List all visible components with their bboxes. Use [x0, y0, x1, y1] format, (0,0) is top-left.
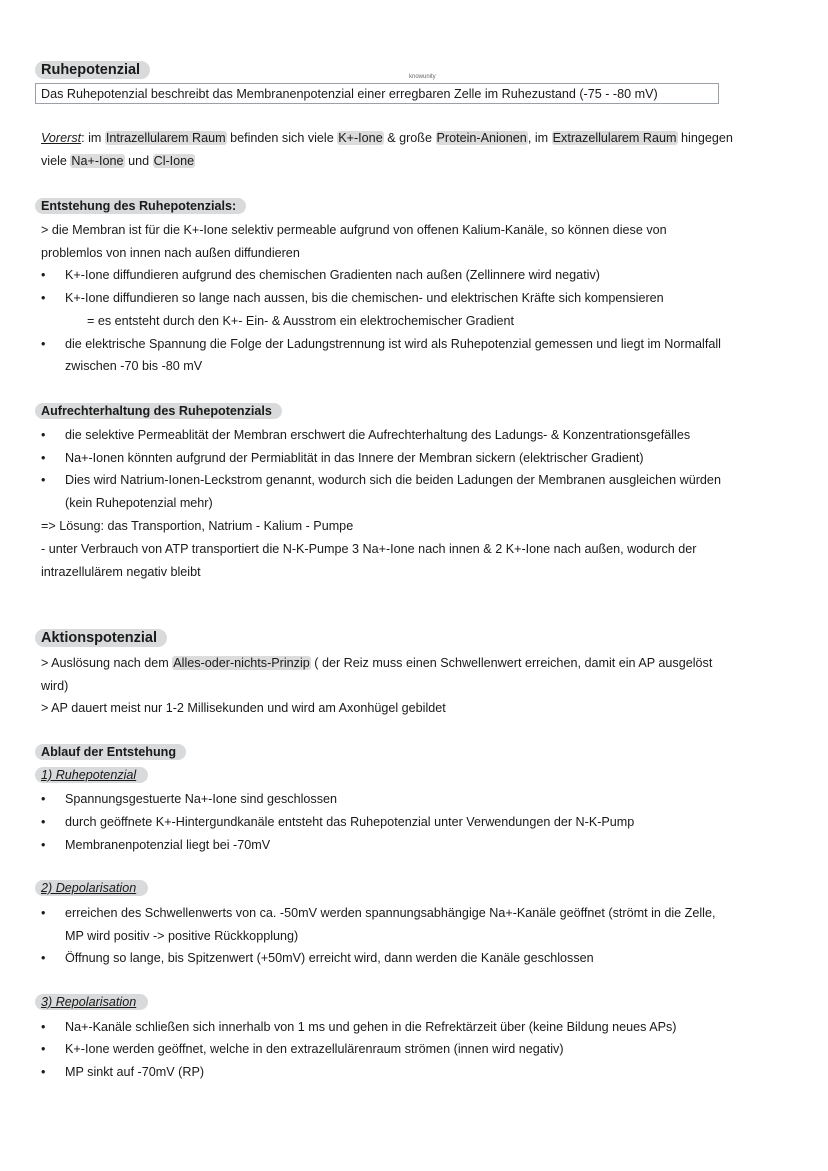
vorerst-line-1: Vorerst: im Intrazellularem Raum befinden sich viele K+-Ione & große Protein-Anionen, im Extrazellularem Raum hingegen — [41, 131, 733, 145]
bullet: • — [41, 838, 46, 852]
bullet: • — [41, 451, 46, 465]
list-item-cont: (kein Ruhepotenzial mehr) — [65, 496, 213, 510]
bullet: • — [41, 815, 46, 829]
bullet: • — [41, 473, 46, 487]
aktion-line-1-cont: wird) — [41, 679, 69, 693]
section-title-aktionspotenzial: Aktionspotenzial — [35, 629, 167, 647]
entstehung-intro-1: > die Membran ist für die K+-Ione selektiv permeable aufgrund von offenen Kalium-Kanäle, so können diese von — [41, 223, 667, 237]
atp-line-2: intrazellulärem negativ bleibt — [41, 565, 201, 579]
atp-line-1: - unter Verbrauch von ATP transportiert die N-K-Pumpe 3 Na+-Ione nach innen & 2 K+-Ione nach außen, wodurch der — [41, 542, 697, 556]
bullet: • — [41, 1065, 46, 1079]
bullet: • — [41, 906, 46, 920]
bullet: • — [41, 428, 46, 442]
entstehung-intro-2: problemlos von innen nach außen diffundieren — [41, 246, 300, 260]
section-title-ruhepotenzial: Ruhepotenzial — [35, 61, 150, 79]
document-page: knowunity Ruhepotenzial Das Ruhepotenzial beschreibt das Membranenpotenzial einer erregbaren Zelle im Ruhezustand (-75 - -80 mV) Vorerst: im Intrazellularem Raum befinden sich viele K+-Ione & große Protein-Anionen, im Extrazellularem Raum hingegen viele Na+-Ione und Cl-Ione Entstehung des Ruhepotenzials: > die Membran ist für die K+-Ione selektiv permeable aufgrund von offenen Kalium-Kanäle, so können diese von problemlos von innen nach außen diffundieren • K+-Ione diffundieren aufgrund des chemischen Gradienten nach außen (Zellinnere wird negativ) • K+-Ione diffundieren so lange nach aussen, bis die chemischen- und elektrischen Kräfte sich kompensieren = es entsteht durch den K+- Ein- & Ausstrom ein elektrochemischer Gradient • die elektrische Spannung die Folge der Ladungstrennung ist wird als Ruhepotenzial gemessen und liegt im Normalfall zwischen -70 bis -80 mV Aufrechterhaltung des Ruhepotenzials • die selektive Permeablität der Membran erschwert die Aufrechterhaltung des Ladungs- & Konzentrationsgefälles • Na+-Ionen könnten aufgrund der Permiablität in das Innere der Membran sickern (elektrischer Gradient) • Dies wird Natrium-Ionen-Leckstrom genannt, wodurch sich die beiden Ladungen der Membranen ausgleichen würden (kein Ruhepotenzial mehr) => Lösung: das Transportion, Natrium - Kalium - Pumpe - unter Verbrauch von ATP transportiert die N-K-Pumpe 3 Na+-Ione nach innen & 2 K+-Ione nach außen, wodurch der intrazellulärem negativ bleibt Aktionspotenzial > Auslösung nach dem Alles-oder-nichts-Prinzip ( der Reiz muss einen Schwellenwert erreichen, damit ein AP ausgelöst wird) > AP dauert meist nur 1-2 Millisekunden und wird am Axonhügel gebildet Ablauf der Entstehung 1) Ruhepotenzial • Spannungsgestuerte Na+-Ione sind geschlossen • durch geöffnete K+-Hintergundkanäle entsteht das Ruhepotenzial unter Verwendungen der N-K-Pump • Membranenpotenzial liegt bei -70mV 2) Depolarisation • erreichen des Schwellenwerts von ca. -50mV werden spannungsabhängige Na+-Kanäle geöffnet (strömt in die Zelle, MP wird positiv -> positive Rückkopplung) • Öffnung so lange, bis Spitzenwert (+50mV) erreicht wird, dann werden die Kanäle geschlossen 3) Repolarisation • Na+-Kanäle schließen sich innerhalb von 1 ms und gehen in die Refrektärzeit über (keine Bildung neues APs) • K+-Ione werden geöffnet, welche in den extrazellulärenraum strömen (innen wird negativ) • MP sinkt auf -70mV (RP) — [0, 0, 828, 1171]
step-title-ruhepotenzial: 1) Ruhepotenzial — [35, 767, 148, 783]
step-title-depolarisation: 2) Depolarisation — [35, 880, 148, 896]
bullet: • — [41, 268, 46, 282]
vorerst-line-2: viele Na+-Ione und Cl-Ione — [41, 154, 195, 168]
subheading-entstehung: Entstehung des Ruhepotenzials: — [35, 198, 246, 214]
subheading-ablauf: Ablauf der Entstehung — [35, 744, 186, 760]
bullet: • — [41, 291, 46, 305]
watermark: knowunity — [409, 74, 436, 80]
bullet: • — [41, 1020, 46, 1034]
bullet: • — [41, 1042, 46, 1056]
aktion-line-1: > Auslösung nach dem Alles-oder-nichts-Prinzip ( der Reiz muss einen Schwellenwert erreichen, damit ein AP ausgelöst — [41, 656, 713, 670]
subheading-aufrechterhaltung: Aufrechterhaltung des Ruhepotenzials — [35, 403, 282, 419]
list-item-sub: = es entsteht durch den K+- Ein- & Ausstrom ein elektrochemischer Gradient — [87, 314, 515, 328]
definition-box: Das Ruhepotenzial beschreibt das Membranenpotenzial einer erregbaren Zelle im Ruhezustand (-75 - -80 mV) — [35, 83, 719, 104]
loesung-line: => Lösung: das Transportion, Natrium - Kalium - Pumpe — [41, 519, 354, 533]
aktion-line-2: > AP dauert meist nur 1-2 Millisekunden und wird am Axonhügel gebildet — [41, 701, 446, 715]
bullet: • — [41, 951, 46, 965]
list-item-cont: MP wird positiv -> positive Rückkopplung) — [65, 929, 299, 943]
list-item-cont: zwischen -70 bis -80 mV — [65, 359, 203, 373]
bullet: • — [41, 792, 46, 806]
step-title-repolarisation: 3) Repolarisation — [35, 994, 148, 1010]
bullet: • — [41, 337, 46, 351]
